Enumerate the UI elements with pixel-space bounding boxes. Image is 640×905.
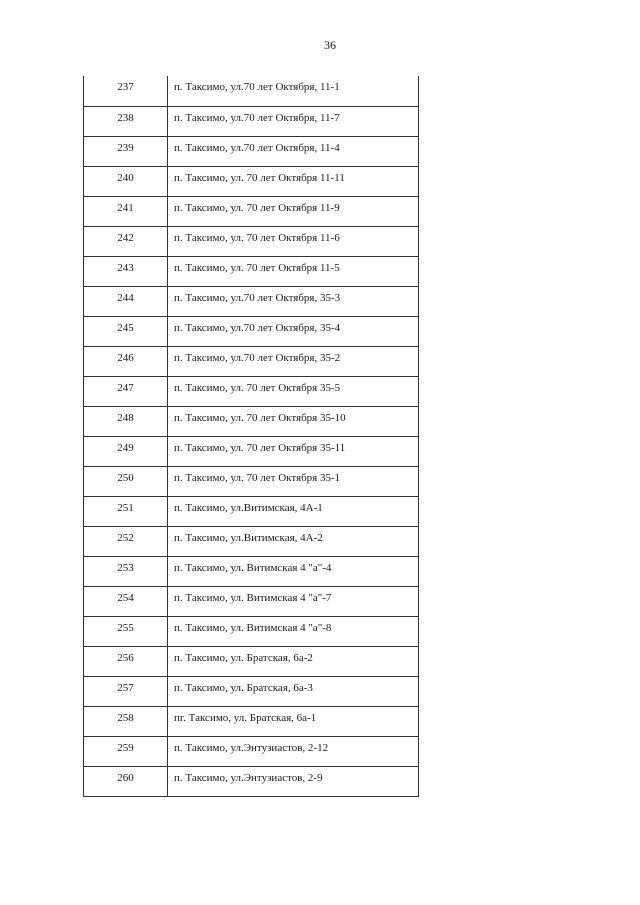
address-cell: п. Таксимо, ул.70 лет Октября, 11-1 xyxy=(168,76,419,106)
table-row xyxy=(84,496,419,526)
row-number-cell: 256 xyxy=(84,646,168,676)
address-cell: п. Таксимо, ул. Витимская 4 "а"-4 xyxy=(168,556,419,586)
table-row xyxy=(84,676,419,706)
table-row xyxy=(84,586,419,616)
row-number-cell: 245 xyxy=(84,316,168,346)
table-row xyxy=(84,256,419,286)
table-row xyxy=(84,436,419,466)
address-cell: п. Таксимо, ул. 70 лет Октября 35-5 xyxy=(168,376,419,406)
table-row xyxy=(84,406,419,436)
table-row xyxy=(84,166,419,196)
row-number-cell: 251 xyxy=(84,496,168,526)
row-number-cell: 242 xyxy=(84,226,168,256)
address-cell: п. Таксимо, ул.70 лет Октября, 35-2 xyxy=(168,346,419,376)
table-row xyxy=(84,736,419,766)
address-cell: п. Таксимо, ул.70 лет Октября, 11-7 xyxy=(168,106,419,136)
table-row xyxy=(84,106,419,136)
row-number-cell: 244 xyxy=(84,286,168,316)
table-row xyxy=(84,706,419,736)
table-row xyxy=(84,466,419,496)
row-number-cell: 254 xyxy=(84,586,168,616)
address-cell: п. Таксимо, ул. Братская, 6а-3 xyxy=(168,676,419,706)
table-row xyxy=(84,556,419,586)
row-number-cell: 252 xyxy=(84,526,168,556)
row-number-cell: 255 xyxy=(84,616,168,646)
table-row xyxy=(84,316,419,346)
table-row xyxy=(84,376,419,406)
row-number-cell: 250 xyxy=(84,466,168,496)
address-cell: п. Таксимо, ул. Братская, 6а-2 xyxy=(168,646,419,676)
row-number-cell: 237 xyxy=(84,76,168,106)
row-number-cell: 248 xyxy=(84,406,168,436)
table-row xyxy=(84,76,419,106)
page-number: 36 xyxy=(324,38,336,52)
table-row xyxy=(84,286,419,316)
row-number-cell: 241 xyxy=(84,196,168,226)
row-number-cell: 247 xyxy=(84,376,168,406)
address-cell: п. Таксимо, ул. Витимская 4 "а"-7 xyxy=(168,586,419,616)
address-cell: п. Таксимо, ул. 70 лет Октября 35-10 xyxy=(168,406,419,436)
row-number-cell: 253 xyxy=(84,556,168,586)
address-cell: п. Таксимо, ул.70 лет Октября, 11-4 xyxy=(168,136,419,166)
address-table-body xyxy=(84,76,419,796)
row-number-cell: 240 xyxy=(84,166,168,196)
row-number-cell: 257 xyxy=(84,676,168,706)
table-row xyxy=(84,346,419,376)
row-number-cell: 239 xyxy=(84,136,168,166)
row-number-cell: 243 xyxy=(84,256,168,286)
row-number-cell: 258 xyxy=(84,706,168,736)
address-cell: п. Таксимо, ул.Энтузиастов, 2-12 xyxy=(168,736,419,766)
address-cell: п. Таксимо, ул. Витимская 4 "а"-8 xyxy=(168,616,419,646)
address-cell: п. Таксимо, ул. 70 лет Октября 11-11 xyxy=(168,166,419,196)
table-row xyxy=(84,766,419,796)
address-table xyxy=(83,76,419,797)
row-number-cell: 260 xyxy=(84,766,168,796)
table-row xyxy=(84,136,419,166)
table-row xyxy=(84,226,419,256)
address-cell: п. Таксимо, ул.Витимская, 4А-1 xyxy=(168,496,419,526)
address-cell: п. Таксимо, ул. 70 лет Октября 11-9 xyxy=(168,196,419,226)
address-cell: п. Таксимо, ул.70 лет Октября, 35-3 xyxy=(168,286,419,316)
address-cell: пг. Таксимо, ул. Братская, 6а-1 xyxy=(168,706,419,736)
table-row xyxy=(84,526,419,556)
row-number-cell: 246 xyxy=(84,346,168,376)
address-cell: п. Таксимо, ул.70 лет Октября, 35-4 xyxy=(168,316,419,346)
address-cell: п. Таксимо, ул.Витимская, 4А-2 xyxy=(168,526,419,556)
row-number-cell: 249 xyxy=(84,436,168,466)
address-cell: п. Таксимо, ул. 70 лет Октября 11-6 xyxy=(168,226,419,256)
table-row xyxy=(84,616,419,646)
table-row xyxy=(84,196,419,226)
address-cell: п. Таксимо, ул. 70 лет Октября 35-1 xyxy=(168,466,419,496)
row-number-cell: 238 xyxy=(84,106,168,136)
address-cell: п. Таксимо, ул.Энтузиастов, 2-9 xyxy=(168,766,419,796)
address-cell: п. Таксимо, ул. 70 лет Октября 11-5 xyxy=(168,256,419,286)
table-row xyxy=(84,646,419,676)
address-cell: п. Таксимо, ул. 70 лет Октября 35-11 xyxy=(168,436,419,466)
row-number-cell: 259 xyxy=(84,736,168,766)
